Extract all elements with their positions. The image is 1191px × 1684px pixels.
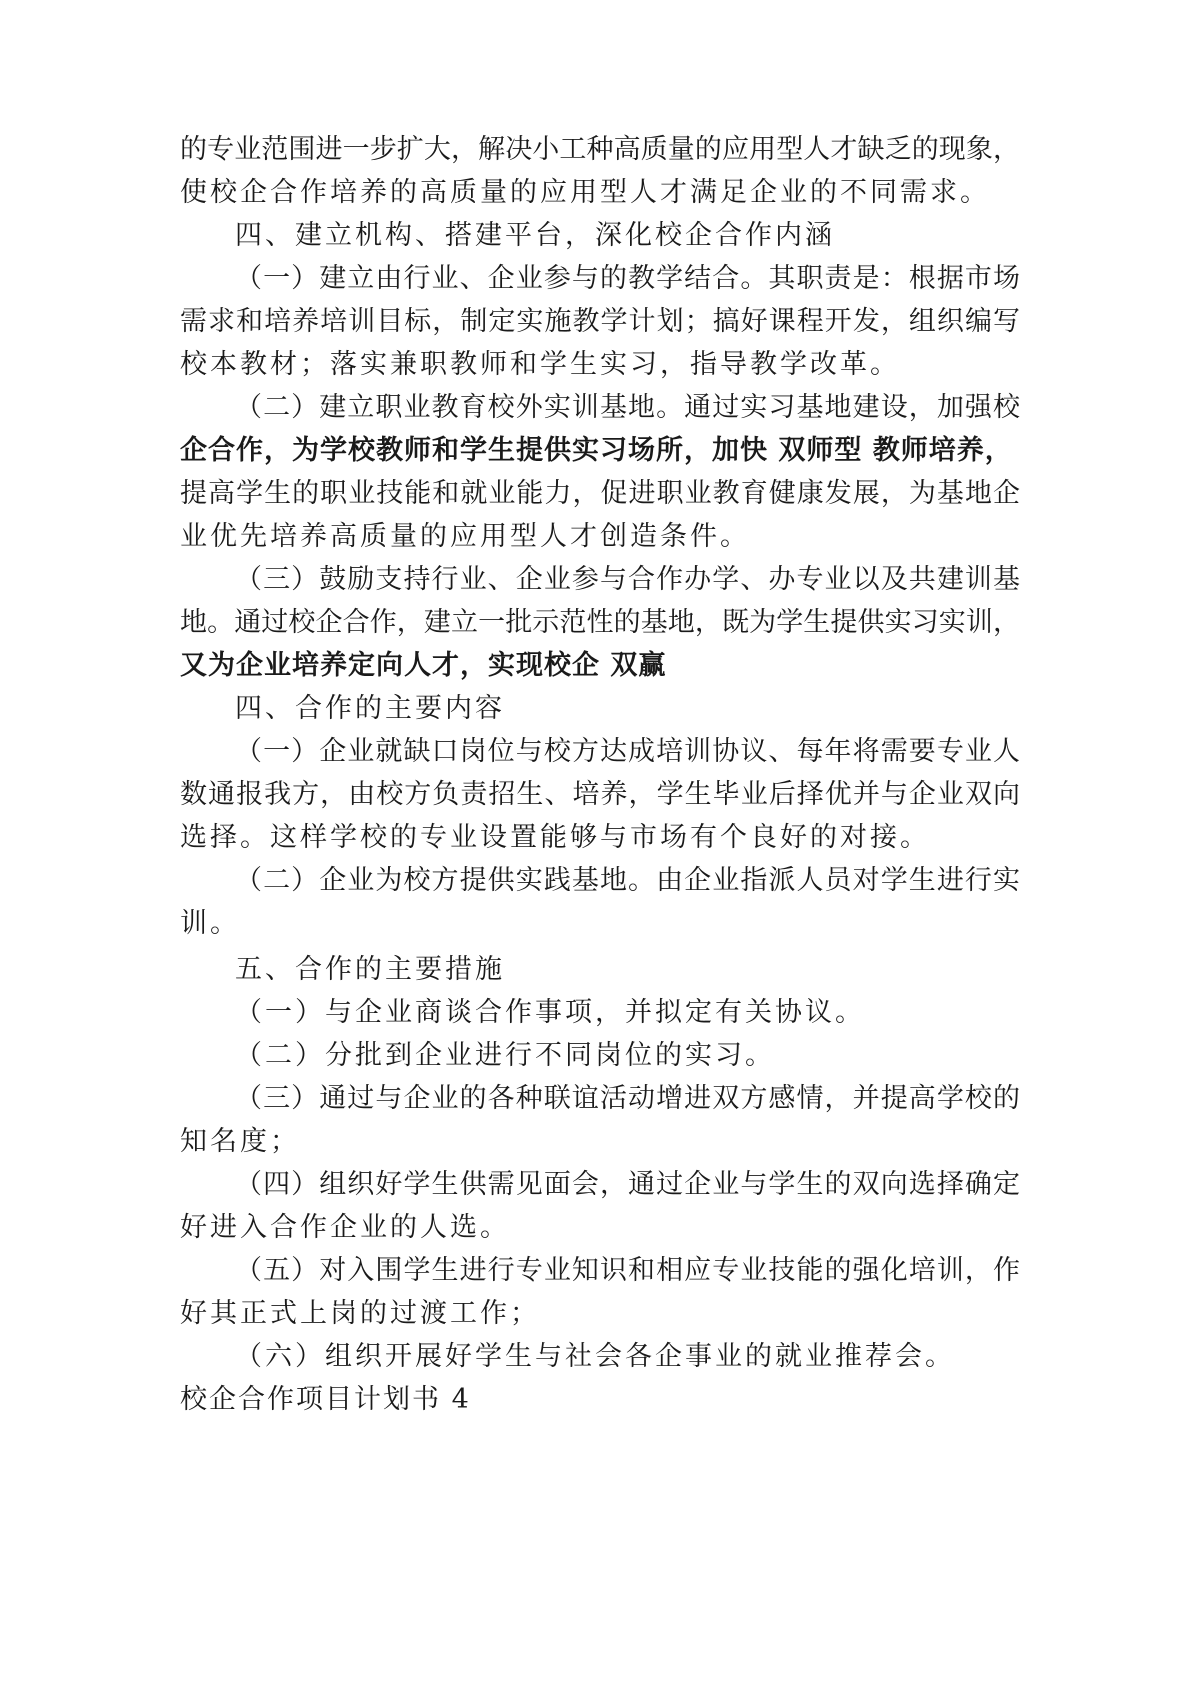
paragraph-line: 地。通过校企合作，建立一批示范性的基地，既为学生提供实习实训， [180,607,1020,638]
paragraph-line: 需求和培养培训目标，制定实施教学计划；搞好课程开发，组织编写 [180,306,1020,337]
paragraph-line: （三）鼓励支持行业、企业参与合作办学、办专业以及共建训基 [235,564,1020,595]
section-heading: 四、建立机构、搭建平台，深化校企合作内涵 [235,220,835,251]
paragraph-line: （三）通过与企业的各种联谊活动增进双方感情，并提高学校的 [235,1083,1020,1114]
paragraph-line: 又为企业培养定向人才，实现校企 双赢 [180,650,667,681]
paragraph-line: 企合作，为学校教师和学生提供实习场所，加快 双师型 教师培养， [180,435,1013,466]
section-heading: 四、合作的主要内容 [235,693,505,724]
paragraph-line: 训。 [180,908,240,939]
paragraph-line: （一）与企业商谈合作事项，并拟定有关协议。 [235,997,865,1028]
paragraph-line: 的专业范围进一步扩大，解决小工种高质量的应用型人才缺乏的现象， [180,134,1020,165]
paragraph-line: （六）组织开展好学生与社会各企事业的就业推荐会。 [235,1341,955,1372]
paragraph-line: 好进入合作企业的人选。 [180,1212,510,1243]
paragraph-line: 业优先培养高质量的应用型人才创造条件。 [180,521,750,552]
paragraph-line: （四）组织好学生供需见面会，通过企业与学生的双向选择确定 [235,1169,1020,1200]
paragraph-line: 知名度； [180,1126,300,1157]
section-heading: 五、合作的主要措施 [235,954,505,985]
paragraph-line: 好其正式上岗的过渡工作； [180,1298,540,1329]
paragraph-line: 选择。这样学校的专业设置能够与市场有个良好的对接。 [180,822,930,853]
paragraph-line: （五）对入围学生进行专业知识和相应专业技能的强化培训，作 [235,1255,1020,1286]
paragraph-line: 数通报我方，由校方负责招生、培养，学生毕业后择优并与企业双向 [180,779,1020,810]
paragraph-line: （二）分批到企业进行不同岗位的实习。 [235,1040,775,1071]
paragraph-line: （一）企业就缺口岗位与校方达成培训协议、每年将需要专业人 [235,736,1020,767]
paragraph-line: （二）建立职业教育校外实训基地。通过实习基地建设，加强校 [235,392,1020,423]
paragraph-line: 提高学生的职业技能和就业能力，促进职业教育健康发展，为基地企 [180,478,1020,509]
paragraph-line: 使校企合作培养的高质量的应用型人才满足企业的不同需求。 [180,177,990,208]
paragraph-line: （一）建立由行业、企业参与的教学结合。其职责是：根据市场 [235,263,1020,294]
paragraph-line: 校本教材；落实兼职教师和学生实习，指导教学改革。 [180,349,900,380]
document-title-line: 校企合作项目计划书 4 [180,1384,471,1415]
paragraph-line: （二）企业为校方提供实践基地。由企业指派人员对学生进行实 [235,865,1020,896]
